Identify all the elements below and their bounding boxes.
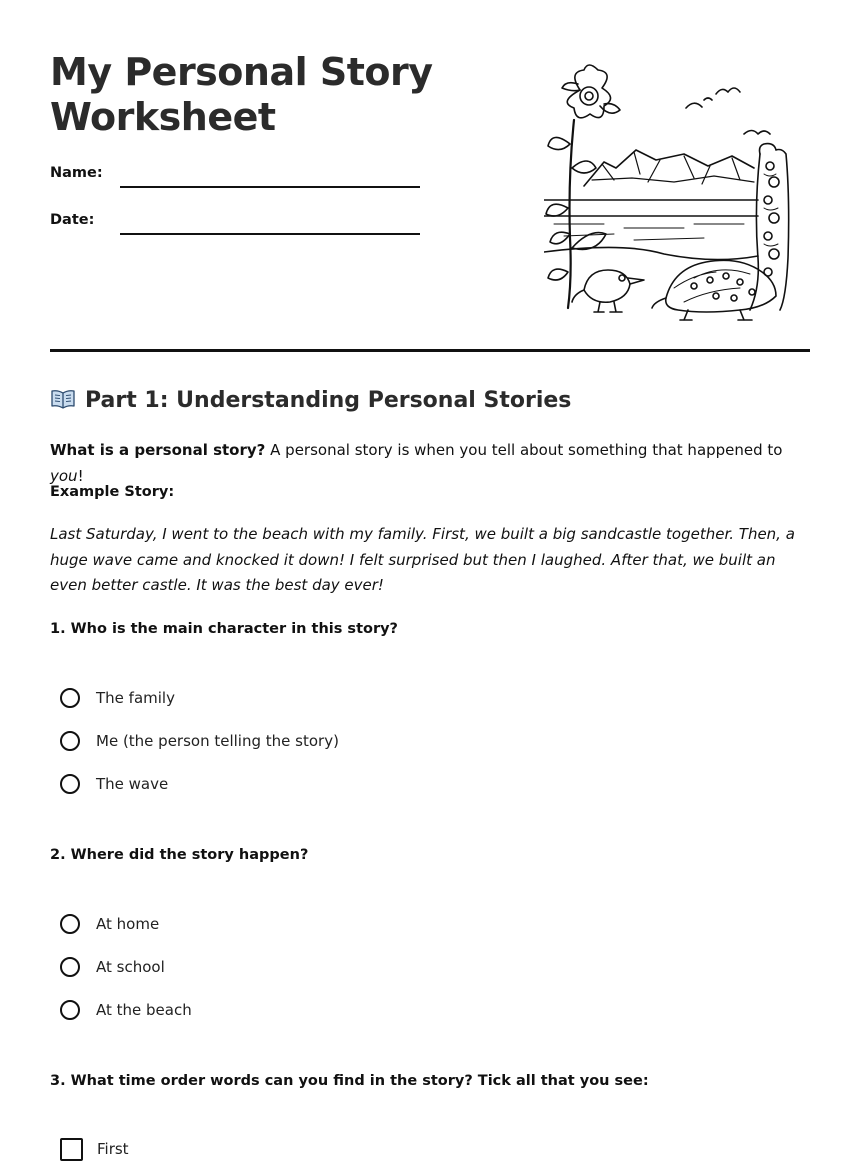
q1-option-2[interactable] bbox=[60, 728, 339, 754]
q2-option-2[interactable] bbox=[60, 954, 165, 980]
option-label: At home bbox=[96, 915, 160, 933]
radio-button[interactable] bbox=[60, 957, 80, 977]
example-story: Last Saturday, I went to the beach with my family. First, we built a big sandcastle together. Then, a huge wave came and knocked it down! I felt surprised but then I laughed. After that, we built an even better castle. It was the best day ever! bbox=[50, 525, 795, 594]
worksheet-page bbox=[50, 0, 810, 1161]
intro-bold: What is a personal story? bbox=[50, 441, 266, 459]
title-line-1: My Personal Story bbox=[50, 50, 433, 94]
date-label: Date: bbox=[50, 212, 95, 228]
checkbox[interactable] bbox=[60, 1138, 83, 1161]
option-label: At school bbox=[96, 958, 165, 976]
option-label: First bbox=[97, 1140, 129, 1158]
q2-option-3[interactable] bbox=[60, 997, 192, 1023]
question-2: 2. Where did the story happen? bbox=[50, 847, 309, 863]
part1-heading bbox=[50, 388, 571, 413]
question-1: 1. Who is the main character in this story? bbox=[50, 621, 398, 637]
open-book-icon bbox=[50, 389, 76, 409]
title-line-2: Worksheet bbox=[50, 95, 276, 139]
radio-button[interactable] bbox=[60, 914, 80, 934]
radio-button[interactable] bbox=[60, 1000, 80, 1020]
option-label: The wave bbox=[96, 775, 169, 793]
name-label: Name: bbox=[50, 165, 103, 181]
part1-heading-text: Part 1: Understanding Personal Stories bbox=[85, 388, 572, 413]
flower-landscape-illustration bbox=[544, 58, 800, 324]
section-divider bbox=[50, 349, 810, 352]
q1-option-3[interactable] bbox=[60, 771, 168, 797]
example-label: Example Story: bbox=[50, 484, 175, 500]
name-field[interactable] bbox=[120, 186, 420, 188]
radio-button[interactable] bbox=[60, 688, 80, 708]
radio-button[interactable] bbox=[60, 731, 80, 751]
date-field[interactable] bbox=[120, 233, 420, 235]
option-label: The family bbox=[96, 689, 175, 707]
intro-italic: you bbox=[50, 466, 78, 485]
option-label: At the beach bbox=[96, 1001, 192, 1019]
q1-option-1[interactable] bbox=[60, 685, 175, 711]
q2-option-1[interactable] bbox=[60, 911, 159, 937]
question-3: 3. What time order words can you find in the story? Tick all that you see: bbox=[50, 1073, 649, 1089]
radio-button[interactable] bbox=[60, 774, 80, 794]
intro-text: A personal story is when you tell about something that happened to bbox=[265, 441, 783, 459]
q3-option-1[interactable] bbox=[60, 1136, 129, 1162]
intro-end: ! bbox=[77, 466, 84, 485]
option-label: Me (the person telling the story) bbox=[96, 732, 339, 750]
worksheet-title bbox=[50, 50, 433, 140]
